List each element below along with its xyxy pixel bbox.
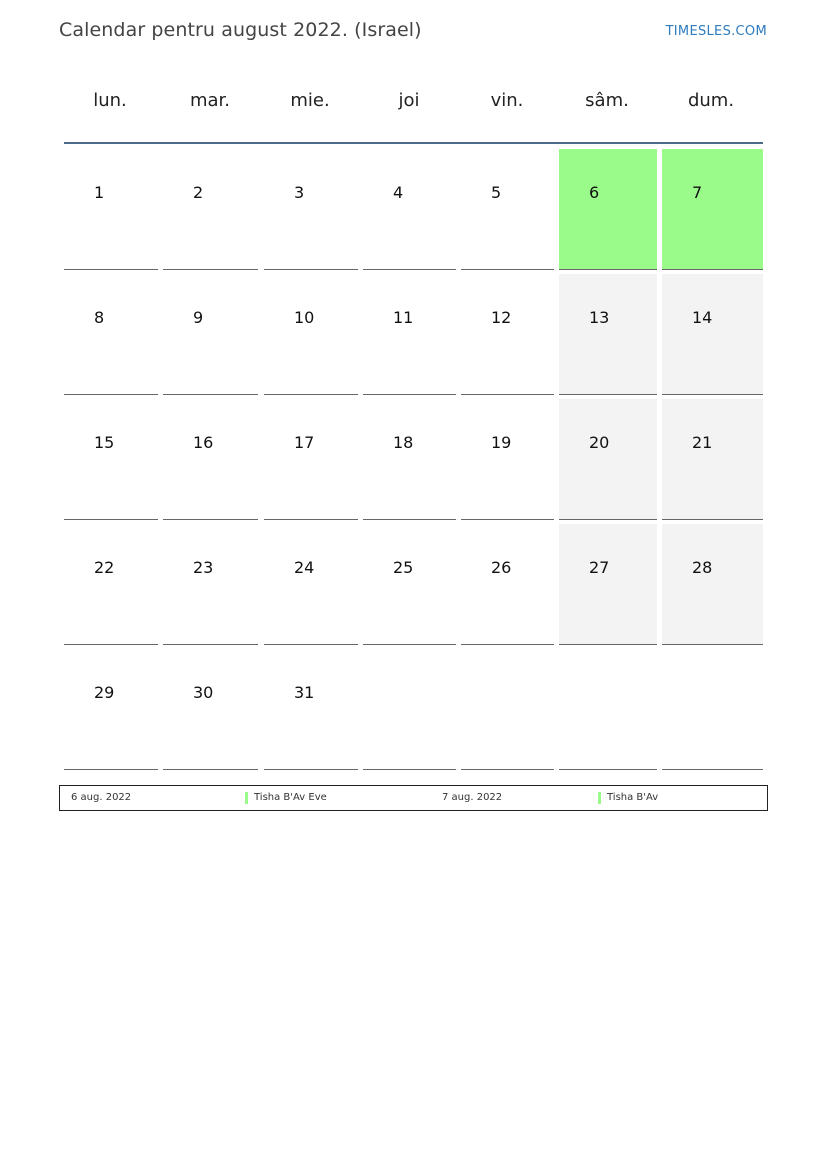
day-cell[interactable] [662,399,763,520]
day-number: 11 [393,308,414,327]
weekday-label: mar. [189,90,231,111]
day-cell[interactable] [363,524,456,645]
day-cell[interactable] [264,524,358,645]
day-number: 16 [193,433,214,452]
day-number: 7 [692,183,703,202]
day-cell[interactable] [163,649,258,770]
day-cell[interactable] [64,399,158,520]
day-cell[interactable] [64,649,158,770]
holiday-legend [59,785,768,811]
day-number: 25 [393,558,414,577]
day-number: 24 [294,558,315,577]
day-number: 19 [491,433,512,452]
day-number: 13 [589,308,610,327]
day-cell[interactable] [264,274,358,395]
day-number: 14 [692,308,713,327]
day-number: 27 [589,558,610,577]
day-cell[interactable] [163,149,258,270]
day-cell[interactable] [461,274,554,395]
day-number: 26 [491,558,512,577]
day-number: 3 [294,183,305,202]
legend-date: 7 aug. 2022 [442,792,503,803]
weekday-label: lun. [93,90,127,111]
empty-day-cell [559,649,657,770]
day-cell[interactable] [163,274,258,395]
weekday-label: sâm. [585,90,629,111]
weekday-label: joi [398,90,420,111]
day-number: 30 [193,683,214,702]
day-cell[interactable] [559,524,657,645]
day-number: 10 [294,308,315,327]
day-cell[interactable] [363,399,456,520]
legend-color-marker [598,792,601,804]
day-number: 8 [94,308,105,327]
day-number: 20 [589,433,610,452]
weekday-label: dum. [687,90,735,111]
day-number: 2 [193,183,204,202]
day-cell[interactable] [461,524,554,645]
day-cell[interactable] [64,524,158,645]
day-cell[interactable] [461,149,554,270]
day-number: 18 [393,433,414,452]
day-number: 6 [589,183,600,202]
page-title: Calendar pentru august 2022. (Israel) [59,19,422,41]
day-number: 29 [94,683,115,702]
day-cell[interactable] [559,149,657,270]
day-number: 12 [491,308,512,327]
day-cell[interactable] [662,524,763,645]
day-number: 17 [294,433,315,452]
day-number: 4 [393,183,404,202]
empty-day-cell [363,649,456,770]
day-number: 15 [94,433,115,452]
day-cell[interactable] [363,274,456,395]
legend-holiday-name: Tisha B'Av [607,792,659,803]
day-cell[interactable] [264,649,358,770]
brand-link[interactable]: TIMESLES.COM [665,24,767,39]
empty-day-cell [662,649,763,770]
day-cell[interactable] [264,149,358,270]
day-number: 22 [94,558,115,577]
day-number: 21 [692,433,713,452]
day-cell[interactable] [461,399,554,520]
day-cell[interactable] [559,274,657,395]
weekday-label: mie. [290,90,330,111]
day-number: 23 [193,558,214,577]
day-cell[interactable] [163,524,258,645]
weekday-label: vin. [490,90,524,111]
day-cell[interactable] [64,274,158,395]
legend-date: 6 aug. 2022 [71,792,132,803]
empty-day-cell [461,649,554,770]
day-cell[interactable] [662,149,763,270]
day-number: 28 [692,558,713,577]
legend-color-marker [245,792,248,804]
day-number: 9 [193,308,204,327]
day-cell[interactable] [264,399,358,520]
day-number: 1 [94,183,105,202]
day-cell[interactable] [163,399,258,520]
day-cell[interactable] [363,149,456,270]
day-number: 31 [294,683,315,702]
day-cell[interactable] [662,274,763,395]
day-cell[interactable] [559,399,657,520]
day-cell[interactable] [64,149,158,270]
legend-holiday-name: Tisha B'Av Eve [254,792,327,803]
day-number: 5 [491,183,502,202]
